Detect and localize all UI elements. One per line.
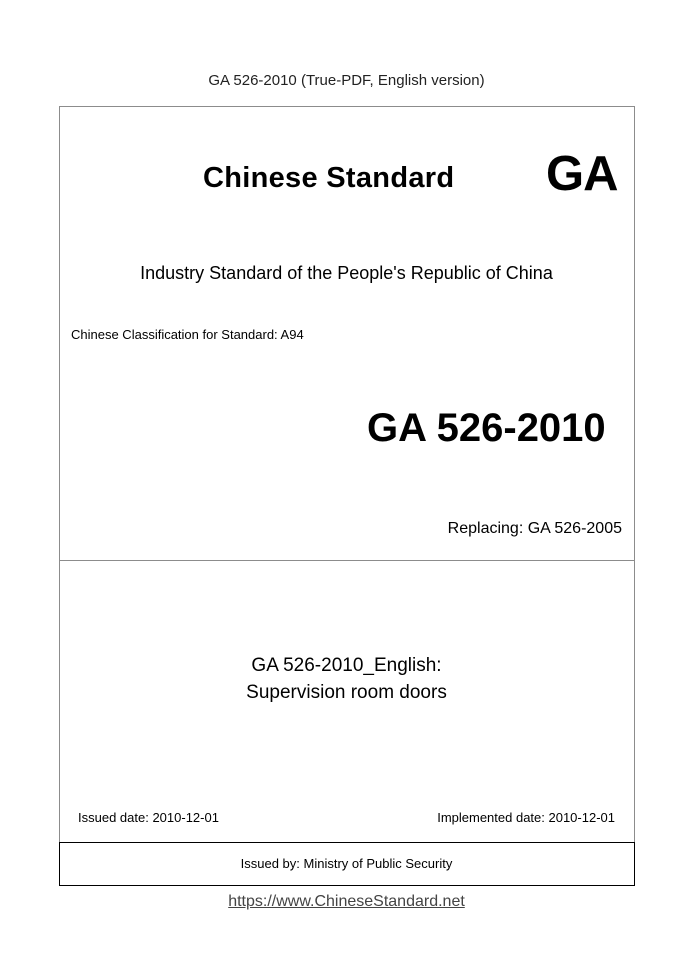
issued-date: Issued date: 2010-12-01 — [78, 810, 219, 825]
replacing-note: Replacing: GA 526-2005 — [447, 520, 622, 537]
document-title-line2: Supervision room doors — [246, 682, 447, 703]
standard-number: GA 526-2010 — [367, 406, 606, 450]
issued-by: Issued by: Ministry of Public Security — [240, 856, 453, 871]
implemented-date: Implemented date: 2010-12-01 — [437, 810, 615, 825]
document-title-line1: GA 526-2010_English: — [251, 655, 442, 676]
standard-code: GA — [546, 147, 618, 201]
industry-line: Industry Standard of the People's Republic of China — [140, 263, 553, 283]
standard-title: Chinese Standard — [203, 162, 455, 194]
website-link[interactable]: https://www.ChineseStandard.net — [228, 893, 465, 910]
document-title — [0, 652, 693, 706]
classification: Chinese Classification for Standard: A94 — [71, 327, 304, 342]
page-header: GA 526-2010 (True-PDF, English version) — [208, 72, 485, 89]
